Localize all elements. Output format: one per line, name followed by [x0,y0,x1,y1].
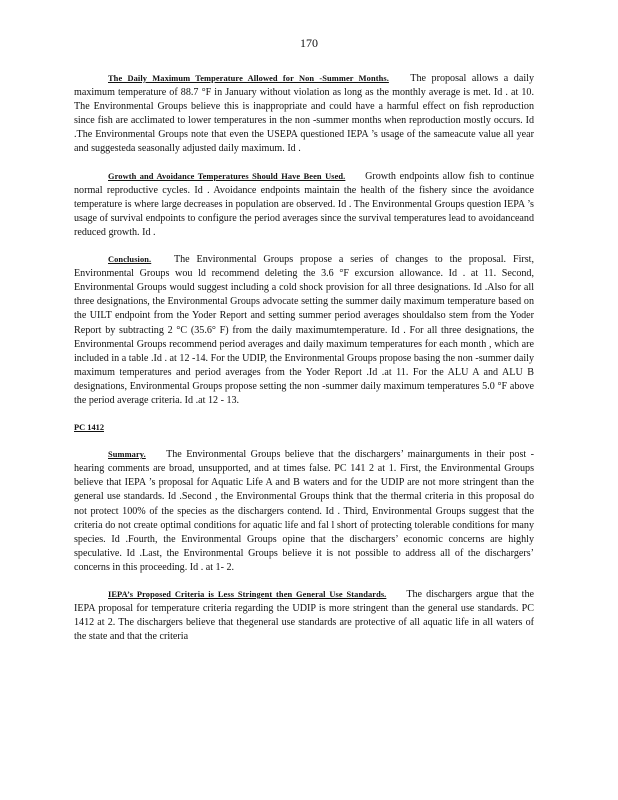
paragraph-iepa-criteria [74,588,534,644]
paragraph-heading: Conclusion. [108,255,152,265]
page-number: 170 [300,36,318,50]
paragraph-text: The Environmental Groups believe that the dischargers’ mainarguments in their post -hearing comments are broad, unsupported, and at times false. PC 141 2 at 1. First, the Environmental Groups believe that IEPA ’s proposal for Aquatic Life A and B waters and for the UDIP are not more stringent than the general use standards. Id .Second , the Environmental Groups think that the thermal criteria in this proposal do not protect 100% of the species as the dischargers contend. Id . Third, Environmental Groups suggest that the criteria do not create optimal conditions for aquatic life and fal l short of protecting tolerable conditions for many species. Id .Fourth, the Environmental Groups opine that the dischargers’ economic concerns are highly speculative. Id .Last, the Environmental Groups believe it is not possible to address all of the dischargers’ concerns in this proceeding. Id . at 1- 2. [74,449,535,573]
document-body [74,72,534,657]
paragraph-heading: The Daily Maximum Temperature Allowed for Non -Summer Months. [108,74,389,83]
paragraph-heading: Growth and Avoidance Temperatures Should Have Been Used. [108,171,346,181]
paragraph-text: The dischargers argue that the IEPA proposal for temperature criteria regarding the UDIP is more stringent than the general use standards. PC 1412 at 2. The dischargers believe that thegeneral use standards are protective of all aquatic life in all waters of the state and that the criteria [74,589,534,643]
paragraph-text: The Environmental Groups propose a series of changes to the proposal. First, Environmental Groups wou ld recommend deleting the 3.6 °F excursion allowance. Id . at 11. Second, Environmental Groups would suggest including a cold shock provision for all three designations. Id .Also for all three designations, the Environmental Groups advocate setting the summer daily maximum temperature based on the UILT endpoint from the Yoder Report and setting summer period averages shouldalso stem from the Yoder Report by subtracting 2 °C (35.6° F) from the daily maximumtemperature. Id . For all three designations, the Environmental Groups recommend period averages and daily maximum temperatures for each month , which are included in a table .Id . at 12 -14. For the UDIP, the Environmental Groups propose basing the non -summer daily maximum temperatures and period averages from the Yoder Report .Id .at 11. For the ALU A and ALU B designations, Environmental Groups propose setting the non -summer daily maximum temperatures 5.0 °F above the period average criteria. Id .at 12 - 13. [74,254,535,406]
paragraph-heading: IEPA’s Proposed Criteria is Less Stringent then General Use Standards. [108,590,387,599]
section-label: PC 1412 [74,423,105,433]
paragraph-text: The proposal allows a daily maximum temperature of 88.7 °F in January without violation as long as the monthly average is met. Id . at 10. The Environmental Groups believe this is inappropriate and could have a harmful effect on fish reproduction since fish are acclimated to lower temperatures in the non -summer months when reproduction mostly occurs. Id .The Environmental Groups note that even the USEPA questioned IEPA ’s usage of the sameacute value all year and suggesteda seasonally adjusted daily maximum. Id . [74,73,534,155]
paragraph-conclusion [74,253,534,408]
paragraph-daily-maximum [74,72,534,157]
paragraph-text: Growth endpoints allow fish to continue normal reproductive cycles. Id . Avoidance endpoints maintain the health of the fishery since the avoidance temperature is where large decreases in population are observed. Id . The Environmental Groups question IEPA ’s usage of survival endpoints to configure the period averages since the survival temperatures lead to avoidanceand reduced growth. Id . [74,170,534,238]
paragraph-growth-avoidance [74,170,534,240]
paragraph-summary [74,448,534,575]
paragraph-heading: Summary. [108,450,146,460]
